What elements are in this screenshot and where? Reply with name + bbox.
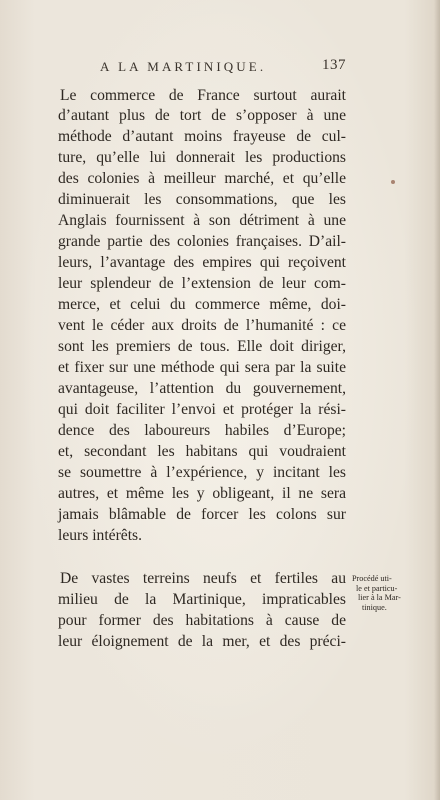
text-line: et fixer sur une méthode qui sera par la suite [58,359,346,376]
margin-note-line: le et particu- [356,583,398,593]
text-line: leurs intérêts. [58,527,143,544]
text-line: vent le céder aux droits de l’humanité : ce [58,317,346,334]
margin-note [352,574,401,612]
page-number: 137 [322,57,346,73]
text-line: avantageuse, l’attention du gouvernement, [58,380,346,397]
text-line: ture, qu’elle lui donnerait les productions [58,149,346,166]
page-edge-shadow [434,0,440,800]
text-line: dence des laboureurs habiles d’Europe; [58,422,346,439]
text-line: Le commerce de France surtout aurait [60,87,346,104]
text-line: des colonies à meilleur marché, et qu’elle [58,170,346,187]
margin-note-line: Procédé uti- [352,574,392,583]
text-line: d’autant plus de tort de s’opposer à une [58,107,346,124]
text-line: méthode d’autant moins frayeuse de cul- [58,128,346,145]
text-line: diminuerait les consommations, que les [58,191,346,208]
text-line: qui doit faciliter l’envoi et protéger la rési- [58,401,346,418]
text-line: milieu de la Martinique, impraticables [58,591,346,608]
margin-note-line: tinique. [362,602,387,612]
text-line: et, secondant les habitans qui voudraient [58,443,346,460]
text-line: pour former des habitations à cause de [58,612,346,629]
paper-stain [391,180,395,184]
text-line: se soumettre à l’expérience, y incitant les [58,464,346,481]
margin-note-line: lier à la Mar- [358,593,401,602]
text-line: Anglais fournissent à son détriment à une [58,212,346,229]
text-line: leur éloignement de la mer, et des préci- [58,633,346,650]
text-line: leurs, l’avantage des empires qui reçoivent [58,254,346,271]
text-line: merce, et celui du commerce même, doi- [58,296,346,313]
text-line: jamais blâmable de forcer les colons sur [58,506,346,523]
text-line: grande partie des colonies françaises. D’ail- [58,233,346,250]
text-line: sont les premiers de tous. Elle doit diriger, [58,338,346,355]
text-line: leur splendeur de l’extension de leur com- [58,275,346,292]
running-title: A LA MARTINIQUE. [100,59,267,74]
text-line: autres, et même les y obligeant, il ne sera [58,485,346,502]
text-line: De vastes terreins neufs et fertiles au [60,570,346,587]
